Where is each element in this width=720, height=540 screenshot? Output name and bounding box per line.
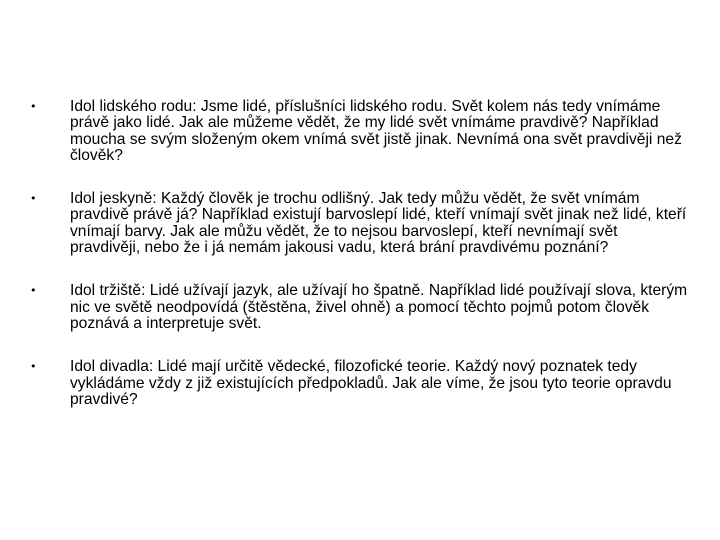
- list-item: [30, 359, 690, 408]
- list-item-text: Idol tržiště: Lidé užívají jazyk, ale užívají ho špatně. Například lidé používají slova, kterým nic ve světě neodpovídá (štěstěna, živel ohně) a pomocí těchto pojmů potom člověk poznává a interpretuje svět.: [70, 282, 688, 332]
- bullet-icon: •: [30, 360, 37, 374]
- bullet-list: [30, 99, 690, 435]
- list-item: [30, 191, 690, 256]
- bullet-icon: •: [30, 284, 37, 298]
- list-item: [30, 99, 690, 164]
- list-item-text: Idol divadla: Lidé mají určitě vědecké, filozofické teorie. Každý nový poznatek tedy vykládáme vždy z již existujících předpokladů. Jak ale víme, že jsou tyto teorie opravdu pravdivé?: [70, 358, 672, 408]
- list-item: [30, 283, 690, 332]
- list-item-text: Idol jeskyně: Každý člověk je trochu odlišný. Jak tedy můžu vědět, že svět vnímám pravdivě právě já? Například existují barvoslepí lidé, kteří vnímají svět jinak než lidé, kteří vnímají barvy. Jak ale můžu vědět, že to nejsou barvoslepí, kteří nevnímají svět pravdivěji, nebo že i já nemám jakousi vadu, která brání pravdivému poznání?: [70, 190, 687, 257]
- list-item-text: Idol lidského rodu: Jsme lidé, příslušníci lidského rodu. Svět kolem nás tedy vnímáme právě jako lidé. Jak ale můžeme vědět, že my lidé svět vnímáme pravdivě? Například moucha se svým složeným okem vnímá svět jistě jinak. Nevnímá ona svět pravdivěji než člověk?: [70, 98, 682, 164]
- bullet-icon: •: [30, 192, 37, 206]
- bullet-icon: •: [30, 100, 37, 113]
